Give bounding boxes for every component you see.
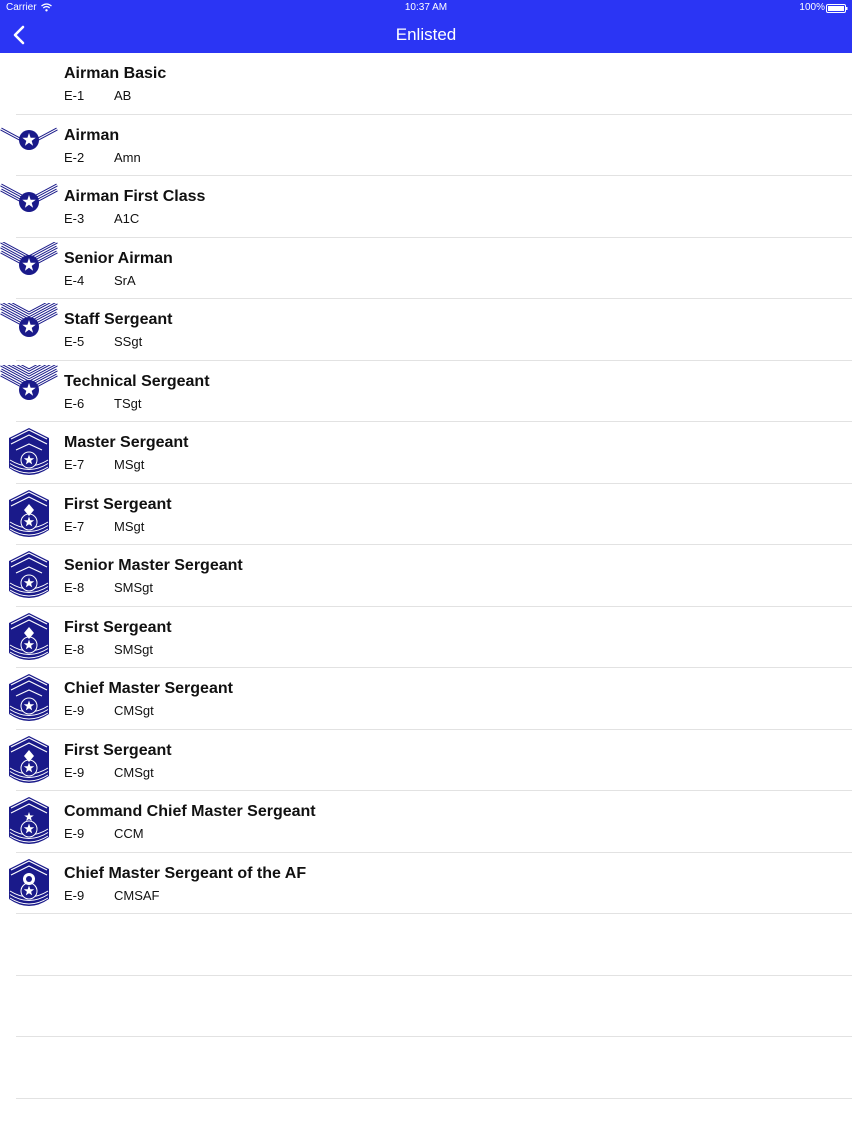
rank-grade: E-7 xyxy=(64,518,85,534)
rank-row[interactable] xyxy=(0,668,852,730)
rank-row[interactable] xyxy=(0,176,852,238)
rank-grade: E-5 xyxy=(64,334,85,349)
rank-abbreviation: CCM xyxy=(114,826,144,841)
rank-insignia-icon xyxy=(0,119,58,173)
battery-icon xyxy=(826,4,848,13)
rank-insignia-icon xyxy=(0,611,58,665)
rank-insignia-icon xyxy=(0,180,58,234)
rank-grade: E-9 xyxy=(64,764,85,780)
rank-abbreviation: SMSgt xyxy=(114,580,154,595)
status-time: 10:37 AM xyxy=(404,2,448,13)
rank-row[interactable] xyxy=(0,361,852,423)
rank-title: Senior Master Sergeant xyxy=(64,557,243,574)
rank-title: Master Sergeant xyxy=(64,434,189,451)
rank-abbreviation: CMSAF xyxy=(114,887,160,903)
rank-title: First Sergeant xyxy=(64,618,172,636)
rank-insignia-icon xyxy=(0,365,58,419)
rank-title: First Sergeant xyxy=(64,495,172,513)
rank-title: Technical Sergeant xyxy=(64,372,210,390)
rank-title: Chief Master Sergeant of the AF xyxy=(64,864,307,882)
rank-list xyxy=(0,53,852,1099)
rank-title: First Sergeant xyxy=(64,741,172,759)
rank-grade: E-7 xyxy=(64,457,85,472)
rank-title: Staff Sergeant xyxy=(64,311,173,328)
rank-row[interactable] xyxy=(0,730,852,792)
rank-grade: E-2 xyxy=(64,149,85,165)
empty-list-row xyxy=(0,1037,852,1099)
rank-title: Chief Master Sergeant xyxy=(64,680,233,697)
rank-grade: E-8 xyxy=(64,580,85,595)
rank-row[interactable] xyxy=(0,853,852,915)
empty-list-row xyxy=(0,976,852,1038)
rank-row[interactable] xyxy=(0,484,852,546)
rank-title: Airman First Class xyxy=(64,188,206,205)
rank-row[interactable] xyxy=(0,238,852,300)
rank-abbreviation: MSgt xyxy=(114,457,145,472)
rank-abbreviation: CMSgt xyxy=(114,764,154,780)
rank-title: Airman Basic xyxy=(64,65,167,82)
rank-row[interactable] xyxy=(0,607,852,669)
rank-abbreviation: CMSgt xyxy=(114,703,154,718)
rank-abbreviation: A1C xyxy=(114,211,140,226)
rank-grade: E-8 xyxy=(64,641,85,657)
status-bar xyxy=(0,0,852,16)
rank-insignia-icon xyxy=(0,426,58,480)
rank-insignia-icon xyxy=(0,242,58,296)
page-title: Enlisted xyxy=(395,25,457,44)
rank-row[interactable] xyxy=(0,422,852,484)
rank-title: Senior Airman xyxy=(64,249,173,267)
rank-row[interactable] xyxy=(0,791,852,853)
rank-title: Airman xyxy=(64,126,120,144)
rank-insignia-icon xyxy=(0,672,58,726)
rank-row[interactable] xyxy=(0,115,852,177)
rank-insignia-icon xyxy=(0,303,58,357)
rank-insignia-icon xyxy=(0,795,58,849)
rank-row[interactable] xyxy=(0,53,852,115)
rank-grade: E-3 xyxy=(64,211,85,226)
rank-insignia-icon xyxy=(0,488,58,542)
navigation-bar xyxy=(0,16,852,53)
rank-grade: E-9 xyxy=(64,887,85,903)
rank-grade: E-9 xyxy=(64,703,85,718)
rank-insignia-icon xyxy=(0,549,58,603)
rank-abbreviation: AB xyxy=(114,88,132,103)
rank-abbreviation: TSgt xyxy=(114,395,142,411)
rank-abbreviation: Amn xyxy=(114,149,141,165)
rank-insignia-icon xyxy=(0,857,58,911)
carrier-label: Carrier xyxy=(6,2,37,13)
empty-list-row xyxy=(0,914,852,976)
rank-abbreviation: SSgt xyxy=(114,334,143,349)
rank-grade: E-9 xyxy=(64,826,85,841)
rank-row[interactable] xyxy=(0,545,852,607)
rank-title: Command Chief Master Sergeant xyxy=(64,803,316,820)
battery-percent: 100% xyxy=(799,2,825,13)
rank-abbreviation: SrA xyxy=(114,272,136,288)
rank-grade: E-6 xyxy=(64,395,85,411)
rank-insignia-icon xyxy=(0,734,58,788)
rank-abbreviation: MSgt xyxy=(114,518,145,534)
rank-abbreviation: SMSgt xyxy=(114,641,154,657)
rank-row[interactable] xyxy=(0,299,852,361)
rank-grade: E-4 xyxy=(64,272,85,288)
rank-grade: E-1 xyxy=(64,88,85,103)
